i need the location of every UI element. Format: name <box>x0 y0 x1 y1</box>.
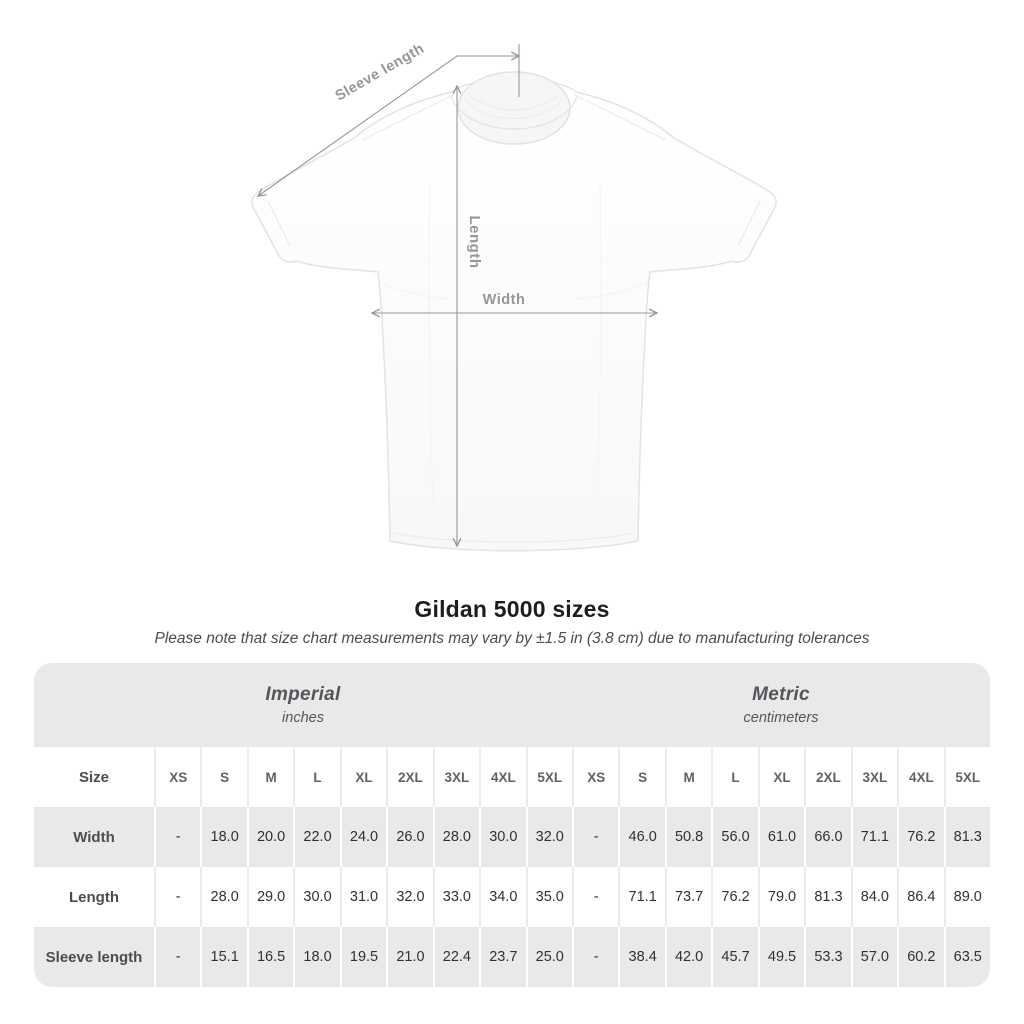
table-value: 84.0 <box>851 867 897 927</box>
size-table <box>34 663 990 987</box>
table-value: 19.5 <box>340 927 386 987</box>
size-col-header: 3XL <box>433 747 479 807</box>
table-value: 86.4 <box>897 867 943 927</box>
table-value: 25.0 <box>526 927 572 987</box>
size-col-header: 2XL <box>804 747 850 807</box>
table-value: 46.0 <box>618 807 664 867</box>
table-value: 18.0 <box>293 927 339 987</box>
row-label: Sleeve length <box>34 927 154 987</box>
table-value: 28.0 <box>200 867 246 927</box>
table-value: 56.0 <box>711 807 757 867</box>
size-col-header: 4XL <box>479 747 525 807</box>
row-label: Length <box>34 867 154 927</box>
row-label: Width <box>34 807 154 867</box>
table-value: 38.4 <box>618 927 664 987</box>
page-subtitle: Please note that size chart measurements may vary by ±1.5 in (3.8 cm) due to manufacturing tolerances <box>154 630 870 647</box>
table-value: 89.0 <box>944 867 990 927</box>
table-value: 79.0 <box>758 867 804 927</box>
page-title: Gildan 5000 sizes <box>414 596 610 622</box>
table-value: 66.0 <box>804 807 850 867</box>
table-value: 24.0 <box>340 807 386 867</box>
table-value: 31.0 <box>340 867 386 927</box>
size-col-header: XL <box>340 747 386 807</box>
table-value: 28.0 <box>433 807 479 867</box>
table-value: - <box>572 927 618 987</box>
table-value: 34.0 <box>479 867 525 927</box>
table-value: 71.1 <box>851 807 897 867</box>
table-value: 76.2 <box>897 807 943 867</box>
table-value: 73.7 <box>665 867 711 927</box>
table-value: - <box>572 867 618 927</box>
table-value: 22.0 <box>293 807 339 867</box>
section-header-metric <box>572 663 990 747</box>
section-sublabel: inches <box>282 710 324 726</box>
size-col-header: XS <box>572 747 618 807</box>
tshirt-shape <box>252 72 776 551</box>
size-col-header: L <box>711 747 757 807</box>
table-value: 26.0 <box>386 807 432 867</box>
table-value: 32.0 <box>386 867 432 927</box>
table-value: 22.4 <box>433 927 479 987</box>
table-value: 71.1 <box>618 867 664 927</box>
table-value: 23.7 <box>479 927 525 987</box>
table-value: 63.5 <box>944 927 990 987</box>
section-label: Imperial <box>265 684 341 705</box>
size-col-header: 3XL <box>851 747 897 807</box>
table-value: 81.3 <box>804 867 850 927</box>
table-value: 33.0 <box>433 867 479 927</box>
table-value: 45.7 <box>711 927 757 987</box>
table-value: 21.0 <box>386 927 432 987</box>
table-value: 35.0 <box>526 867 572 927</box>
size-col-header: 4XL <box>897 747 943 807</box>
table-value: 49.5 <box>758 927 804 987</box>
table-value: 32.0 <box>526 807 572 867</box>
size-col-header: L <box>293 747 339 807</box>
table-value: - <box>154 807 200 867</box>
corner-header: Size <box>34 747 154 807</box>
table-value: 15.1 <box>200 927 246 987</box>
table-value: - <box>572 807 618 867</box>
size-col-header: S <box>618 747 664 807</box>
table-value: 30.0 <box>479 807 525 867</box>
length-label: Length <box>466 215 483 269</box>
size-col-header: M <box>247 747 293 807</box>
table-value: 16.5 <box>247 927 293 987</box>
table-value: 30.0 <box>293 867 339 927</box>
section-label: Metric <box>752 684 810 705</box>
size-col-header: XS <box>154 747 200 807</box>
size-col-header: 5XL <box>526 747 572 807</box>
table-value: 60.2 <box>897 927 943 987</box>
size-col-header: XL <box>758 747 804 807</box>
table-value: 61.0 <box>758 807 804 867</box>
table-value: - <box>154 867 200 927</box>
width-label: Width <box>482 292 526 308</box>
table-value: 81.3 <box>944 807 990 867</box>
table-value: 76.2 <box>711 867 757 927</box>
table-value: - <box>154 927 200 987</box>
table-value: 53.3 <box>804 927 850 987</box>
section-sublabel: centimeters <box>743 710 819 726</box>
size-col-header: M <box>665 747 711 807</box>
sleeve-length-label: Sleeve length <box>332 40 428 105</box>
size-col-header: S <box>200 747 246 807</box>
table-value: 50.8 <box>665 807 711 867</box>
section-header-imperial <box>34 663 572 747</box>
table-value: 42.0 <box>665 927 711 987</box>
table-value: 57.0 <box>851 927 897 987</box>
size-col-header: 2XL <box>386 747 432 807</box>
size-col-header: 5XL <box>944 747 990 807</box>
table-value: 18.0 <box>200 807 246 867</box>
table-value: 20.0 <box>247 807 293 867</box>
table-value: 29.0 <box>247 867 293 927</box>
